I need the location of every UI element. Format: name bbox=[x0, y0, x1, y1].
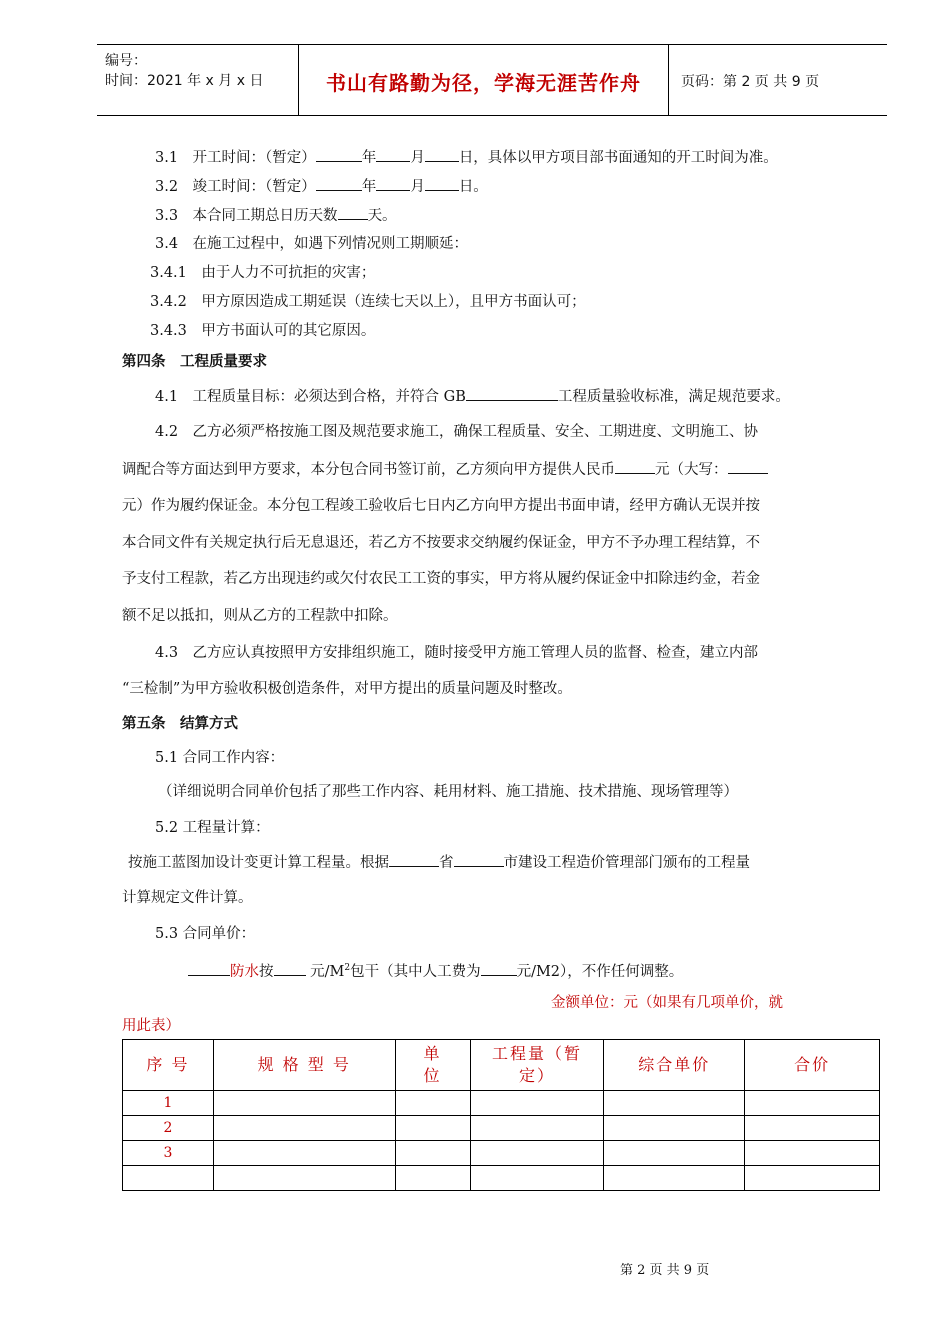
table-cell bbox=[604, 1116, 745, 1141]
table-cell bbox=[395, 1091, 470, 1116]
clause-3-1 bbox=[155, 147, 778, 168]
table-cell bbox=[470, 1116, 604, 1141]
clause-4-2-line: 额不足以抵扣，则从乙方的工程款中扣除。 bbox=[122, 608, 398, 624]
row-index: 3 bbox=[123, 1141, 214, 1166]
clause-5-1-note: （详细说明合同单价包括了那些工作内容、耗用材料、施工措施、技术措施、现场管理等） bbox=[158, 784, 738, 800]
row-index: 1 bbox=[123, 1091, 214, 1116]
table-cell bbox=[213, 1091, 395, 1116]
clause-3-4-3: 3.4.3 甲方书面认可的其它原因。 bbox=[150, 323, 376, 339]
blank-field bbox=[481, 961, 517, 976]
amount-unit-note: 用此表） bbox=[122, 1018, 180, 1034]
table-row bbox=[123, 1091, 880, 1116]
blank-field bbox=[316, 176, 362, 191]
document-number-label: 编号： bbox=[105, 53, 147, 69]
clause-3-2 bbox=[155, 176, 488, 197]
clause-5-3: 5.3 合同单价： bbox=[155, 926, 256, 942]
table-cell bbox=[213, 1141, 395, 1166]
table-cell bbox=[745, 1141, 880, 1166]
table-cell bbox=[395, 1116, 470, 1141]
table-cell bbox=[470, 1166, 604, 1191]
clause-4-2-line bbox=[122, 459, 768, 480]
clause-text: 4.1 工程质量目标：必须达到合格，并符合 GB bbox=[155, 389, 466, 405]
unit-superscript: 2 bbox=[344, 963, 351, 973]
header-page-info: 页码：第 2 页 共 9 页 bbox=[681, 74, 820, 90]
clause-4-2-line: 予支付工程款，若乙方出现违约或欠付农民工工资的事实，甲方将从履约保证金中扣除违约金，若金 bbox=[122, 571, 760, 587]
clause-4-2-line: 本合同文件有关规定执行后无息退还，若乙方不按要求交纳履约保证金，甲方不予办理工程结算，不 bbox=[122, 535, 760, 551]
table-cell bbox=[604, 1141, 745, 1166]
clause-text: 元/M bbox=[310, 963, 345, 980]
blank-field bbox=[376, 176, 410, 191]
clause-text: 日。 bbox=[458, 179, 488, 195]
clause-text: 元/M2），不作任何调整。 bbox=[516, 963, 684, 980]
blank-field bbox=[389, 852, 439, 867]
clause-text: 3.3 本合同工期总日历天数 bbox=[155, 208, 338, 224]
clause-5-2-line: 计算规定文件计算。 bbox=[122, 890, 253, 906]
table-cell bbox=[213, 1166, 395, 1191]
blank-field bbox=[274, 961, 306, 976]
clause-5-2-line bbox=[128, 852, 750, 873]
table-cell bbox=[604, 1166, 745, 1191]
col-header-unit-price: 综合单价 bbox=[604, 1040, 745, 1091]
col-header-spec: 规 格 型 号 bbox=[213, 1040, 395, 1091]
table-cell bbox=[745, 1091, 880, 1116]
document-date: 时间：2021 年 x 月 x 日 bbox=[105, 73, 264, 89]
blank-field bbox=[728, 459, 768, 474]
table-cell bbox=[213, 1116, 395, 1141]
clause-4-2: 4.2 乙方必须严格按施工图及规范要求施工，确保工程质量、安全、工期进度、文明施工、协 bbox=[155, 424, 759, 440]
table-cell bbox=[470, 1141, 604, 1166]
clause-text: 月 bbox=[410, 150, 425, 166]
table-row bbox=[123, 1116, 880, 1141]
clause-text: 按施工蓝图加设计变更计算工程量。根据 bbox=[128, 855, 389, 871]
clause-3-3 bbox=[155, 205, 397, 226]
blank-field bbox=[376, 147, 410, 162]
clause-3-4-1: 3.4.1 由于人力不可抗拒的灾害； bbox=[150, 265, 376, 281]
unit-price-line bbox=[188, 958, 683, 982]
clause-text: 年 bbox=[361, 179, 377, 195]
clause-text: 3.2 竣工时间：（暂定） bbox=[155, 179, 316, 195]
price-item: 防水 bbox=[230, 963, 259, 980]
table-cell bbox=[395, 1141, 470, 1166]
clause-3-4: 3.4 在施工过程中，如遇下列情况则工期顺延： bbox=[155, 236, 469, 252]
table-cell bbox=[745, 1116, 880, 1141]
row-index bbox=[123, 1166, 214, 1191]
blank-field bbox=[425, 176, 459, 191]
blank-field bbox=[316, 147, 362, 162]
col-header-total: 合价 bbox=[745, 1040, 880, 1091]
clause-text: 元（大写： bbox=[655, 462, 728, 478]
section-heading: 第四条 工程质量要求 bbox=[122, 354, 267, 370]
blank-field bbox=[454, 852, 504, 867]
price-table bbox=[122, 1039, 880, 1191]
blank-field bbox=[615, 459, 655, 474]
col-header-quantity: 工程量（暂定） bbox=[470, 1040, 604, 1091]
clause-5-2: 5.2 工程量计算： bbox=[155, 820, 270, 836]
clause-text: 年 bbox=[361, 150, 377, 166]
clause-4-2-line: 元）作为履约保证金。本分包工程竣工验收后七日内乙方向甲方提出书面申请，经甲方确认无误并按 bbox=[122, 498, 760, 514]
header-motto: 书山有路勤为径，学海无涯苦作舟 bbox=[326, 71, 641, 95]
header-meta bbox=[105, 51, 263, 91]
page-footer: 第 2 页 共 9 页 bbox=[620, 1263, 710, 1278]
header-divider bbox=[668, 45, 669, 115]
blank-field bbox=[466, 386, 558, 401]
clause-4-3: 4.3 乙方应认真按照甲方安排组织施工，随时接受甲方施工管理人员的监督、检查，建立内部 bbox=[155, 645, 759, 661]
page-header bbox=[97, 44, 887, 116]
table-cell bbox=[604, 1091, 745, 1116]
table-cell bbox=[470, 1091, 604, 1116]
blank-field bbox=[425, 147, 459, 162]
clause-text: 按 bbox=[259, 963, 274, 980]
table-header-row bbox=[123, 1040, 880, 1091]
table-row bbox=[123, 1166, 880, 1191]
amount-unit-note: 金额单位：元（如果有几项单价，就 bbox=[551, 995, 783, 1011]
clause-3-4-2: 3.4.2 甲方原因造成工期延误（连续七天以上），且甲方书面认可； bbox=[150, 294, 586, 310]
clause-text: 工程质量验收标准，满足规范要求。 bbox=[557, 389, 790, 405]
row-index: 2 bbox=[123, 1116, 214, 1141]
clause-text: 日，具体以甲方项目部书面通知的开工时间为准。 bbox=[458, 150, 778, 166]
blank-field bbox=[338, 205, 368, 220]
clause-4-1 bbox=[155, 386, 790, 407]
section-heading: 第五条 结算方式 bbox=[122, 716, 238, 732]
clause-4-3-line: “三检制”为甲方验收积极创造条件，对甲方提出的质量问题及时整改。 bbox=[122, 681, 572, 697]
clause-text: 3.1 开工时间：（暂定） bbox=[155, 150, 316, 166]
table-cell bbox=[395, 1166, 470, 1191]
clause-text: 省 bbox=[439, 855, 454, 871]
table-row bbox=[123, 1141, 880, 1166]
col-header-unit: 单位 bbox=[395, 1040, 470, 1091]
table-cell bbox=[745, 1166, 880, 1191]
clause-text: 月 bbox=[410, 179, 425, 195]
blank-field bbox=[188, 961, 230, 976]
clause-text: 市建设工程造价管理部门颁布的工程量 bbox=[503, 855, 750, 871]
col-header-index: 序 号 bbox=[123, 1040, 214, 1091]
clause-text: 调配合等方面达到甲方要求，本分包合同书签订前，乙方须向甲方提供人民币 bbox=[122, 462, 615, 478]
clause-5-1: 5.1 合同工作内容： bbox=[155, 750, 285, 766]
clause-text: 天。 bbox=[367, 208, 397, 224]
clause-text: 包干（其中人工费为 bbox=[350, 963, 481, 980]
